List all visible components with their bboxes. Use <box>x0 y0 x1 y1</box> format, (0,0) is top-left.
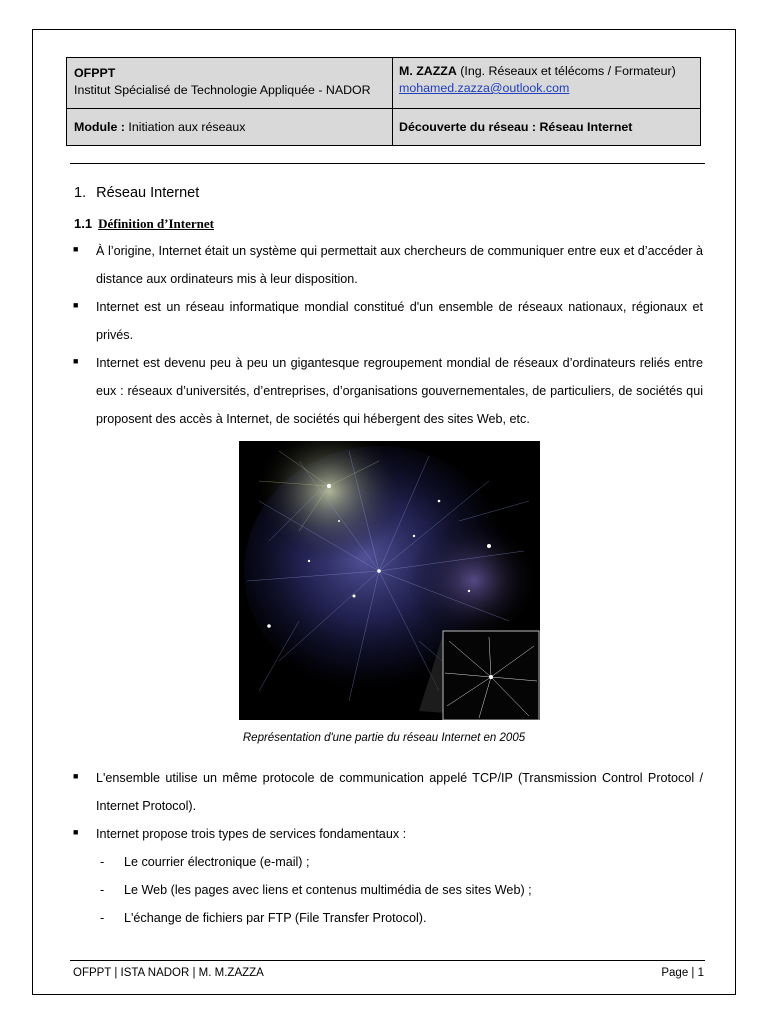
dash-marker: - <box>100 855 105 869</box>
paragraph-definition: Internet est un réseau informatique mondial constitué d'un ensemble de réseaux nationaux, régionaux et privés. <box>96 300 703 342</box>
dash-marker: - <box>100 883 105 897</box>
paragraph-services-intro: Internet propose trois types de services fondamentaux : <box>96 827 407 841</box>
paragraph-origin: À l’origine, Internet était un système qui permettait aux chercheurs de communiquer entre eux et d’accéder à distance aux ordinateurs mis à leur disposition. <box>96 244 703 286</box>
footer-rule <box>70 960 705 961</box>
section-title: Réseau Internet <box>96 185 200 201</box>
subsection-title: Définition d’Internet <box>98 216 214 231</box>
header-table <box>66 57 701 146</box>
org-name: OFPPT <box>74 66 116 80</box>
institute-name: Institut Spécialisé de Technologie Appliquée - NADOR <box>74 83 371 97</box>
service-item: Le courrier électronique (e-mail) ; <box>124 855 310 869</box>
service-item: L'échange de fichiers par FTP (File Transfer Protocol). <box>124 911 427 925</box>
figure-caption: Représentation d'une partie du réseau Internet en 2005 <box>242 732 526 744</box>
internet-map-graphic <box>239 441 540 720</box>
bullet-marker: ■ <box>73 244 79 254</box>
service-item: Le Web (les pages avec liens et contenus multimédia de ses sites Web) ; <box>124 883 532 897</box>
author-email-link[interactable]: mohamed.zazza@outlook.com <box>399 81 570 95</box>
bullet-marker: ■ <box>73 300 79 310</box>
subsection-heading <box>74 216 214 232</box>
subsection-number: 1.1 <box>74 216 93 231</box>
dash-marker: - <box>100 911 105 925</box>
module-label: Module : <box>74 120 125 134</box>
paragraph-growth: Internet est devenu peu à peu un gigantesque regroupement mondial de réseaux d’ordinateurs reliés entre eux : réseaux d’universités, d’entreprises, d’organisations gouvernementales, de particuliers, de sociétés qui proposent des accès à Internet, de sociétés qui hébergent des sites Web, etc. <box>96 356 703 426</box>
section-heading <box>74 185 199 201</box>
internet-map-image <box>239 441 540 720</box>
section-number: 1. <box>74 185 87 201</box>
bullet-marker: ■ <box>73 771 79 781</box>
bullet-marker: ■ <box>73 827 79 837</box>
author-name: M. ZAZZA <box>399 64 457 78</box>
bullet-marker: ■ <box>73 356 79 366</box>
header-module-cell <box>67 109 393 145</box>
header-rule <box>70 163 705 164</box>
module-value: Initiation aux réseaux <box>124 120 246 134</box>
header-author-cell <box>393 58 700 109</box>
author-role: (Ing. Réseaux et télécoms / Formateur) <box>456 64 676 78</box>
paragraph-tcpip: L'ensemble utilise un même protocole de communication appelé TCP/IP (Transmission Control Protocol / Internet Protocol). <box>96 771 703 813</box>
header-topic-cell: Découverte du réseau : Réseau Internet <box>399 120 633 134</box>
page-number: Page | 1 <box>661 967 704 979</box>
header-org-cell <box>67 58 393 109</box>
footer-credits: OFPPT | ISTA NADOR | M. M.ZAZZA <box>73 967 264 979</box>
